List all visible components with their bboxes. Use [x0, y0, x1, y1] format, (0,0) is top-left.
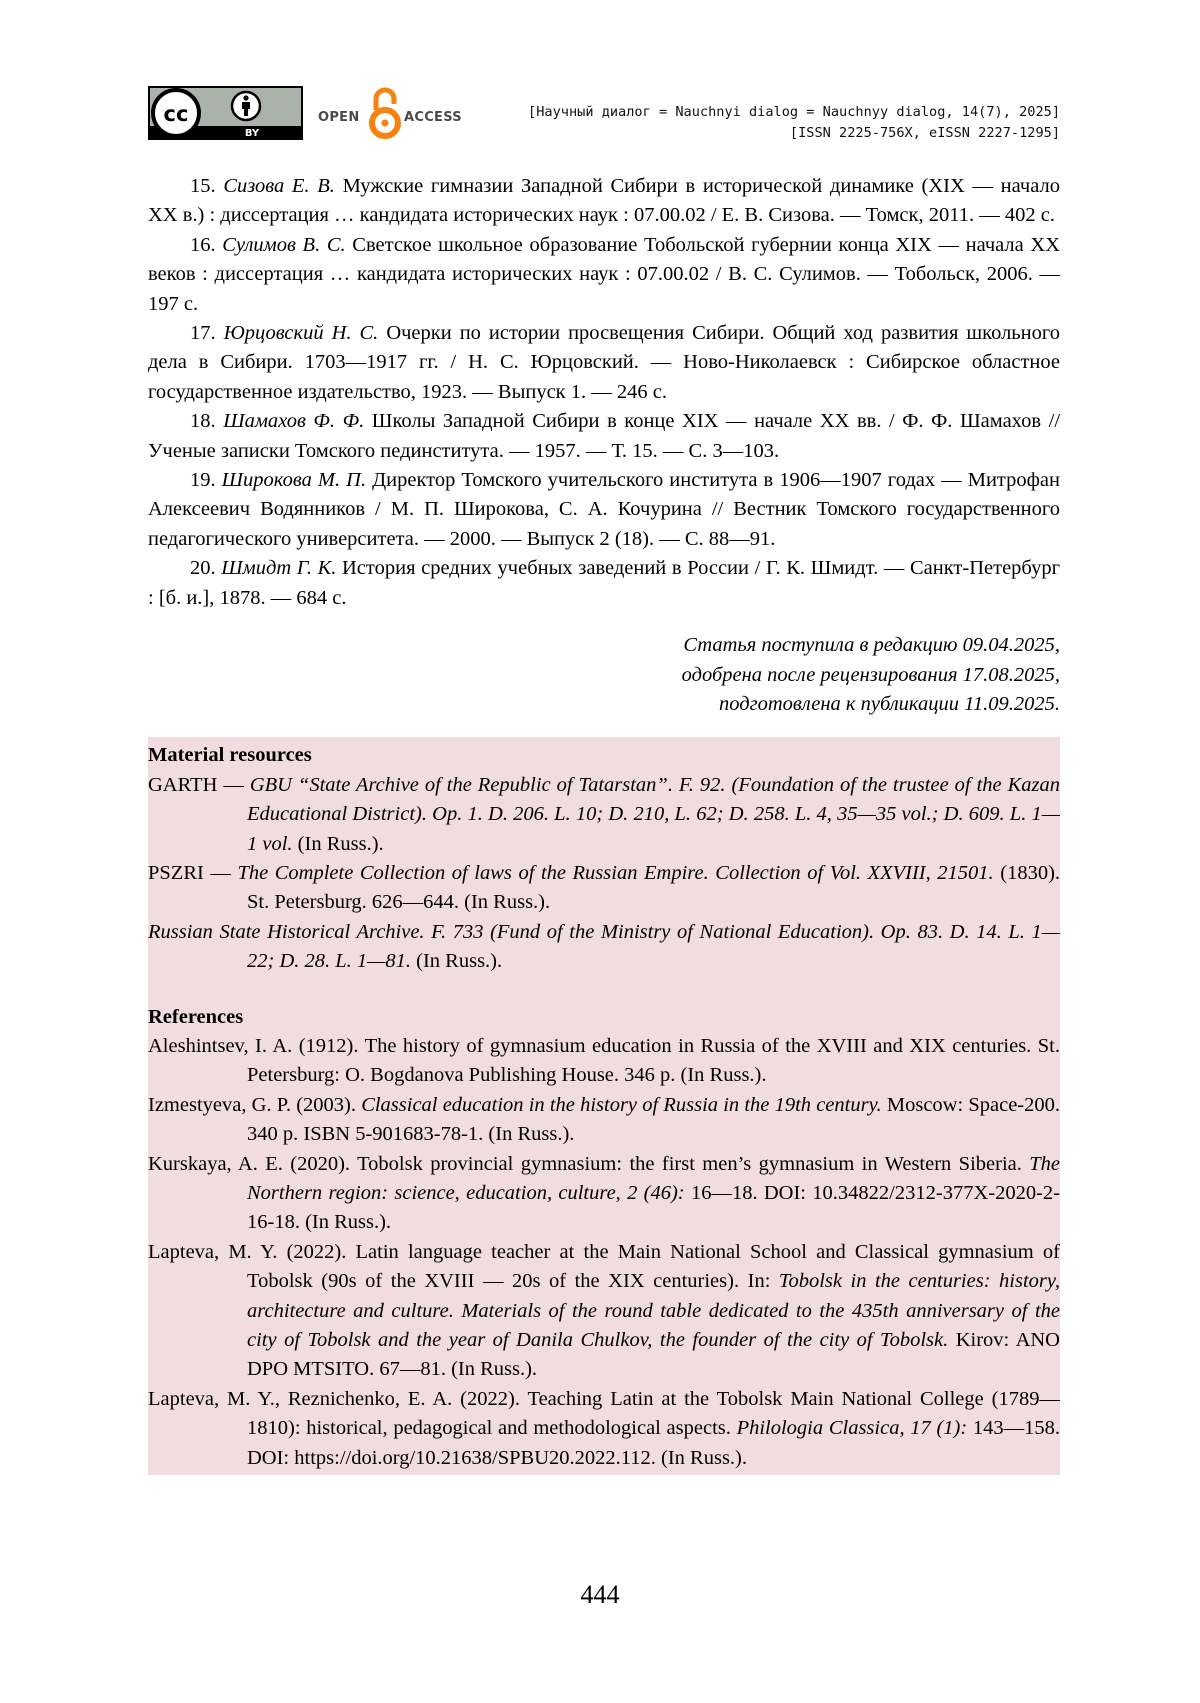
article-content	[148, 172, 1060, 1475]
material-resources-section	[148, 737, 1060, 1002]
by-label: BY	[244, 128, 260, 139]
date-received: Статья поступила в редакцию 09.04.2025,	[683, 634, 1060, 657]
date-prepared: подготовлена к публикации 11.09.2025.	[718, 692, 1060, 715]
reference-entry: Aleshintsev, I. A. (1912). The history of gymnasium education in Russia of the XVIII and XIX centuries. St. Petersburg: O. Bogdanova Publishing House. 346 p. (In Russ.).	[148, 1034, 1060, 1087]
reference-item: 16. Сулимов В. С. Светское школьное образование Тобольской губернии конца XIX — начала XX веков : диссертация … кандидата исторических наук : 07.00.02 / В. С. Сулимов. — Тобольск, 2006. — 197 с.	[148, 233, 1061, 315]
reference-text: Очерки по истории просвещения Сибири. Общий ход развития школьного дела в Сибири. 1703—1917 гг. / Н. С. Юрцовский. — Ново-Николаевск : Сибирское областное государственное издательство, 1923. — Выпуск 1. — 246 с.	[148, 322, 1061, 403]
section-title: Material resources	[148, 744, 312, 767]
open-access-left-text: OPEN	[318, 110, 360, 125]
reference-entry: Lapteva, M. Y., Reznichenko, E. A. (2022). Teaching Latin at the Tobolsk Main National College (1789—1810): historical, pedagogical and methodological aspects. Philologia Classica, 17 (1): 143—158. DOI: https://doi.org/10.21638/SPBU20.2022.112. (In Russ.).	[148, 1387, 1061, 1469]
open-access-lock-icon	[368, 86, 402, 142]
journal-citation-line2: [ISSN 2225-756X, eISSN 2227-1295]	[789, 125, 1060, 141]
open-access-logo	[318, 86, 468, 142]
reference-author: Широкова М. П.	[221, 469, 367, 492]
reference-text: Директор Томского учительского института в 1906—1907 годах — Митрофан Алексеевич Водянников / М. П. Широкова, С. А. Кочурина // Вестник Томского государственного педагогического университета. — 2000. — Выпуск 2 (18). — С. 88—91.	[148, 469, 1060, 550]
journal-citation	[528, 102, 1060, 144]
reference-author: Шамахов Ф. Ф.	[223, 410, 365, 433]
page-number: 444	[580, 1580, 620, 1609]
reference-item: 17. Юрцовский Н. С. Очерки по истории просвещения Сибири. Общий ход развития школьного дела в Сибири. 1703—1917 гг. / Н. С. Юрцовский. — Ново-Николаевск : Сибирское областное государственное издательство, 1923. — Выпуск 1. — 246 с.	[148, 322, 1061, 403]
material-item: GARTH — GBU “State Archive of the Republic of Tatarstan”. F. 92. (Foundation of the trustee of the Kazan Educational District). Op. 1. D. 206. L. 10; D. 210, L. 62; D. 258. L. 4, 35—35 vol.; D. 609. L. 1—1 vol. (In Russ.).	[148, 773, 1060, 855]
reference-author: Шмидт Г. К.	[221, 557, 337, 580]
reference-text: Школы Западной Сибири в конце XIX — начале XX вв. / Ф. Ф. Шамахов // Ученые записки Томского пединститута. — 1957. — Т. 15. — С. 3—103.	[148, 410, 1061, 462]
reference-item: 20. Шмидт Г. К. История средних учебных заведений в России / Г. К. Шмидт. — Санкт-Петербург : [б. и.], 1878. — 684 с.	[148, 557, 1060, 609]
open-access-right-text: ACCESS	[404, 110, 462, 125]
reference-author: Юрцовский Н. С.	[223, 322, 379, 345]
creative-commons-icon	[153, 90, 199, 136]
reference-author: Сулимов В. С.	[222, 233, 346, 256]
cc-label: cc	[163, 102, 189, 126]
reference-item: 15. Сизова Е. В. Мужские гимназии Западной Сибири в исторической динамике (XIX — начало XX в.) : диссертация … кандидата исторических наук : 07.00.02 / Е. В. Сизова. — Томск, 2011. — 402 с.	[148, 175, 1060, 227]
reference-text: История средних учебных заведений в России / Г. К. Шмидт. — Санкт-Петербург : [б. и.], 1878. — 684 с.	[148, 557, 1060, 609]
material-item: PSZRI — The Complete Collection of laws of the Russian Empire. Collection of Vol. XXVIII, 21501. (1830). St. Petersburg. 626—644. (In Russ.).	[148, 861, 1061, 914]
reference-item: 18. Шамахов Ф. Ф. Школы Западной Сибири в конце XIX — начале XX вв. / Ф. Ф. Шамахов // Ученые записки Томского пединститута. — 1957. — Т. 15. — С. 3—103.	[148, 410, 1061, 462]
material-item: Russian State Historical Archive. F. 733 (Fund of the Ministry of National Education). Op. 83. D. 14. L. 1—22; D. 28. L. 1—81. (In Russ.).	[148, 920, 1060, 973]
reference-entry: Izmestyeva, G. P. (2003). Classical education in the history of Russia in the 19th century. Moscow: Space-200. 340 p. ISBN 5-901683-78-1. (In Russ.).	[148, 1093, 1060, 1146]
article-dates	[148, 631, 1060, 719]
russian-reference-list	[148, 172, 1060, 613]
reference-author: Сизова Е. В.	[223, 175, 335, 197]
reference-text: Мужские гимназии Западной Сибири в исторической динамике (XIX — начало XX в.) : диссертация … кандидата исторических наук : 07.00.02 / Е. В. Сизова. — Томск, 2011. — 402 с.	[148, 175, 1060, 227]
reference-entry: Kurskaya, A. E. (2020). Tobolsk provincial gymnasium: the first men’s gymnasium in Western Siberia. The Northern region: science, education, culture, 2 (46): 16—18. DOI: 10.34822/2312-377X-2020-2-16-18. (In Russ.).	[148, 1152, 1060, 1234]
cc-by-license-badge[interactable]	[148, 86, 303, 140]
reference-item: 19. Широкова М. П. Директор Томского учительского института в 1906—1907 годах — Митрофан Алексеевич Водянников / М. П. Широкова, С. А. Кочурина // Вестник Томского государственного педагогического университета. — 2000. — Выпуск 2 (18). — С. 88—91.	[148, 469, 1060, 550]
date-approved: одобрена после рецензирования 17.08.2025,	[681, 663, 1060, 686]
reference-entry: Lapteva, M. Y. (2022). Latin language teacher at the Main National School and Classical gymnasium of Tobolsk (90s of the XVIII — 20s of the XIX centuries). In: Tobolsk in the centuries: history, architecture and culture. Materials of the round table dedicated to the 435th anniversary of the city of Tobolsk and the year of Danila Chulkov, the founder of the city of Tobolsk. Kirov: ANO DPO MTSITO. 67—81. (In Russ.).	[148, 1240, 1060, 1381]
journal-citation-line1: [Научный диалог = Nauchnyi dialog = Nauchnyy dialog, 14(7), 2025]	[528, 104, 1060, 120]
references-section	[148, 1003, 1060, 1476]
reference-text: Светское школьное образование Тобольской губернии конца XIX — начала XX веков : диссертация … кандидата исторических наук : 07.00.02 / В. С. Сулимов. — Тобольск, 2006. — 197 с.	[148, 233, 1061, 315]
attribution-person-icon	[232, 92, 260, 120]
page-header	[148, 86, 1060, 142]
section-title: References	[148, 1005, 244, 1028]
